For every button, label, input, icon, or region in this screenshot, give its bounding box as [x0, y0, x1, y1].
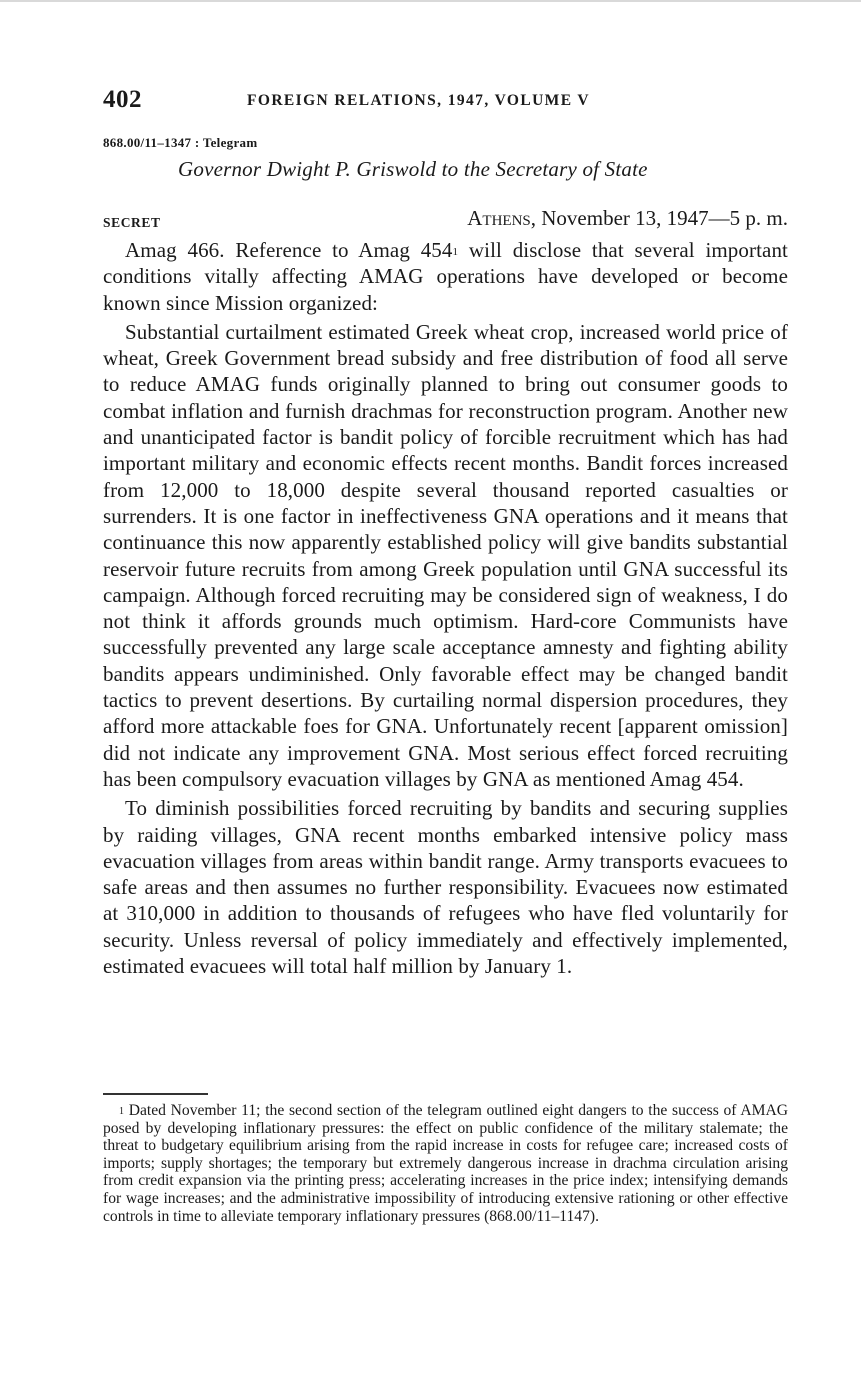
paragraph-2: Substantial curtailment estimated Greek wheat crop, increased world price of wheat, Greek Government bread subsidy and free distribution of food all serve to reduce AMAG funds originally planned to bring out consumer goods to combat inflation and furnish drachmas for reconstruction program. Another new and unanticipated factor is bandit policy of forcible recruitment which has had important military and economic effects recent months. Bandit forces increased from 12,000 to 18,000 despite several thousand reported casualties or surrenders. It is one factor in ineffectiveness GNA operations and it means that continuance this now apparently established policy will give bandits substantial reservoir future recruits from among Greek population until GNA successful its campaign. Although forced recruiting may be considered sign of weakness, I do not think it affords grounds much optimism. Hard-core Communists have successfully prevented any large scale acceptance amnesty and fighting ability bandits appears undiminished. Only favorable effect may be changed bandit tactics to prevent desertions. By curtailing normal dispersion procedures, they afford more attackable foes for GNA. Unfortunately recent [apparent omission] did not indicate any improvement GNA. Most serious effect forced recruiting has been compulsory evacuation villages by GNA as mentioned Amag 454. [103, 319, 788, 791]
paragraph-1-end: will disclose that several important conditions vitally affecting AMAG operations have developed or become known since Mission organized: [103, 238, 788, 315]
dateline-place: Athens [467, 206, 531, 230]
paragraph-3: To diminish possibilities forced recruiting by bandits and securing supplies by raiding villages, GNA recent months embarked intensive policy mass evacuation villages from areas within bandit range. Army transports evacuees to safe areas and then assumes no further responsibility. Evacuees now estimated at 310,000 in addition to thousands of refugees who have fled voluntarily for security. Unless reversal of policy immediately and effectively implemented, estimated evacuees will total half million by January 1. [103, 796, 788, 979]
document-title: Governor Dwight P. Griswold to the Secretary of State [178, 157, 648, 181]
classification-label: SECRET [103, 215, 161, 230]
file-reference: 868.00/11–1347 : Telegram [103, 135, 258, 150]
paragraph-1-start: Amag 466. Reference to Amag 454 [125, 238, 453, 262]
telegram-body [103, 237, 788, 979]
footnote [103, 1102, 788, 1225]
page-number: 402 [103, 86, 142, 113]
page-top-edge [0, 0, 861, 2]
running-head: FOREIGN RELATIONS, 1947, VOLUME V [247, 92, 591, 109]
dateline [420, 206, 788, 231]
footnote-reference: 1 [452, 246, 459, 258]
paragraph-1 [103, 237, 788, 316]
footnote-marker: 1 [119, 1106, 124, 1117]
page-header [103, 86, 788, 116]
footnote-rule [103, 1093, 208, 1095]
footnote-text: Dated November 11; the second section of the telegram outlined eight dangers to the success of AMAG posed by developing inflationary pressures: the effect on public confidence of the military stalemate; the threat to budgetary equilibrium arising from the rapid increase in costs for refugee care; increased costs of imports; supply shortages; the temporary but extremely dangerous increase in drachma circulation arising from credit expansion via the printing press; accelerating increases in the price index; intensifying demands for wage increases; and the administrative impossibility of introducing extensive rationing or other effective controls in time to alleviate temporary inflationary pressures (868.00/11–1147). [103, 1102, 788, 1225]
dateline-date: , November 13, 1947—5 p. m. [530, 206, 788, 230]
